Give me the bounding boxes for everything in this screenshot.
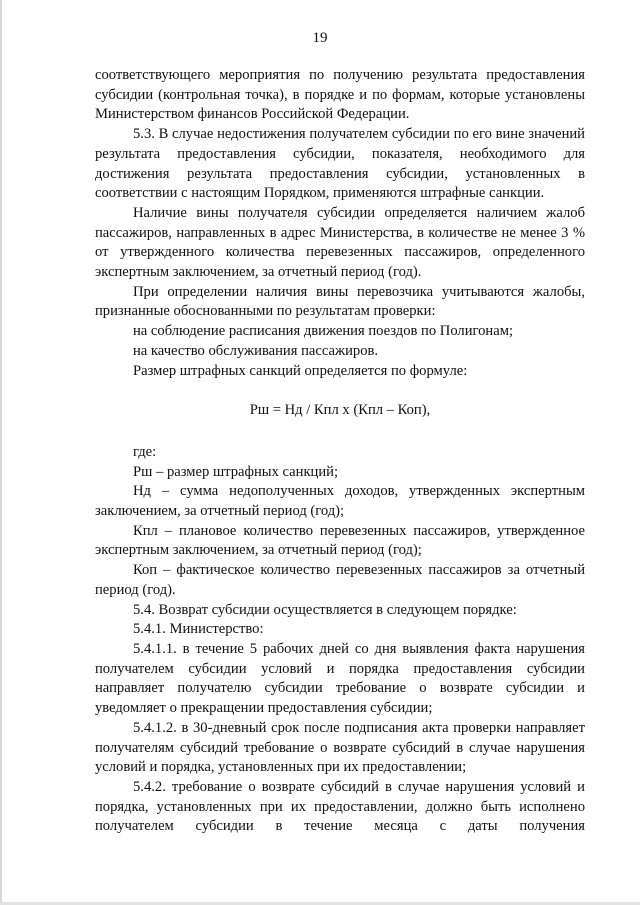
scan-left-edge [0,0,2,905]
paragraph-continuation: соответствующего мероприятия по получению результата предоставления субсидии (контрольная точка), в порядке и по формам, которые установлены Министерством финансов Российской Федерации. [95,67,585,123]
penalty-formula: Рш = Нд / Кпл х (Кпл – Коп), [249,402,431,419]
definition-rsh: Рш – размер штрафных санкций; [133,463,339,480]
paragraph-5-4-2: 5.4.2. требование о возврате субсидий в случае нарушения условий и порядка, установленных при их предоставлении, должно быть исполнено получателем субсидии в течение месяца с даты получения [95,778,585,835]
list-item-schedule: на соблюдение расписания движения поездов по Полигонам; [133,323,514,340]
paragraph-5-3: 5.3. В случае недостижения получателем субсидии по его вине значений результата предоставления субсидии, показателя, необходимого для достижения результата предоставления субсидии, установленных в соответствии с настоящим Порядком, применяются штрафные санкции. [95,126,585,202]
paragraph-guilt: Наличие вины получателя субсидии определяется наличием жалоб пассажиров, направленных в адрес Министерства, в количестве не менее 3 % от утвержденного количества перевезенных пассажиров, определенного экспертным заключением, за отчетный период (год). [95,204,585,281]
definition-kpl: Кпл – плановое количество перевезенных пассажиров, утвержденное экспертным заключением, за отчетный период (год); [95,522,585,559]
definition-nd: Нд – сумма недополученных доходов, утвержденных экспертным заключением, за отчетный период (год); [95,483,585,520]
paragraph-5-4: 5.4. Возврат субсидии осуществляется в следующем порядке: [133,601,517,618]
paragraph-complaints: При определении наличия вины перевозчика учитываются жалобы, признанные обоснованными по результатам проверки: [95,283,585,320]
paragraph-5-4-1-1: 5.4.1.1. в течение 5 рабочих дней со дня выявления факта нарушения получателем субсидии условий и порядка предоставления субсидии направляет получателю субсидии требование о возврате субсидии и уведомляет о прекращении предоставления субсидии; [95,640,585,717]
definition-kop: Коп – фактическое количество перевезенных пассажиров за отчетный период (год). [95,562,585,598]
paragraph-5-4-1: 5.4.1. Министерство: [133,621,264,638]
paragraph-formula-intro: Размер штрафных санкций определяется по формуле: [133,362,468,379]
paragraph-5-4-1-2: 5.4.1.2. в 30-дневный срок после подписания акта проверки направляет получателям субсидий требование о возврате субсидий в случае нарушения условий и порядка, установленных при их предоставлении; [95,719,585,776]
document-body [95,66,585,837]
definitions-intro: где: [133,443,157,460]
page-number: 19 [312,30,328,46]
list-item-service-quality: на качество обслуживания пассажиров. [133,342,379,359]
